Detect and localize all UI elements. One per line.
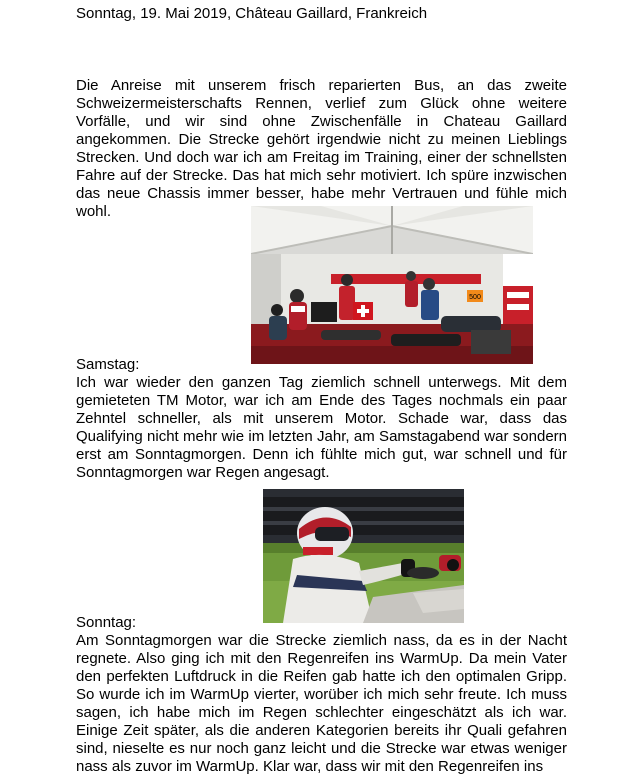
tent-photo-illustration [251,206,533,364]
tent-banner-text: 500 [469,294,481,301]
driver-photo-illustration [263,489,464,623]
driver-photo [263,489,464,623]
tent-photo [251,206,533,364]
sunday-label: Sonntag: [76,614,137,631]
sunday-paragraph: Am Sonntagmorgen war die Strecke ziemlich nass, da es in der Nacht regnete. Also ging ich mit den Regenreifen ins WarmUp. Da mein Vater den perfekten Luftdruck in die Reifen gab hatte ich den optimalen Gripp. So wurde ich im WarmUp vierter, worüber ich mich sehr freute. Ich muss sagen, ich habe mich im Regen schlechter eingeschätzt als ich war. Einige Zeit später, als die anderen Kategorien bereits ihr Quali gefahren sind, nieselte es nur noch ganz leicht und die Strecke war etwas weniger nass als zuvor im WarmUp. Klar war, dass wir mit den Regenreifen ins [76,632,567,775]
intro-paragraph: Die Anreise mit unserem frisch reparierten Bus, an das zweite Schweizermeisterschafts Rennen, verlief zum Glück ohne weitere Vorfälle, und wir sind ohne Zwischenfälle in Chateau Gaillard angekommen. Die Strecke gehört irgendwie nicht zu meinen Lieblings Strecken. Und doch war ich am Freitag im Training, einer der schnellsten Fahre auf der Strecke. Das hat mich sehr motiviert. Ich spüre inzwischen das neue Chassis immer besser, habe mehr Vertrauen und fühle mich wohl. [76,77,567,220]
page-header-date-location: Sonntag, 19. Mai 2019, Château Gaillard, Frankreich [76,5,428,22]
saturday-label: Samstag: [76,356,140,373]
saturday-paragraph: Ich war wieder den ganzen Tag ziemlich schnell unterwegs. Mit dem gemieteten TM Motor, war ich am Ende des Tages nochmals ein paar Zehntel schneller, als mit unserem Motor. Schade war, dass das Qualifying nicht mehr wie im letzten Jahr, am Samstagabend war sondern erst am Sonntagmorgen. Denn ich fühlte mich gut, war schnell und für Sonntagmorgen war Regen angesagt. [76,374,567,481]
